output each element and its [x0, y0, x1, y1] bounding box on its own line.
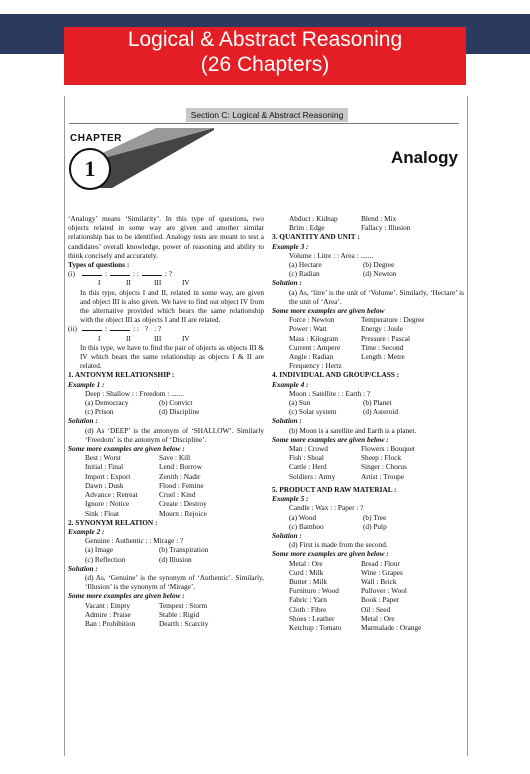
separator: : : — [133, 324, 139, 334]
blank-2 — [110, 324, 130, 331]
numeral: IV — [182, 333, 190, 343]
pair: Butter : Milk — [289, 576, 328, 586]
section-2-heading: 2. SYNONYM RELATION : — [68, 517, 158, 527]
option: (c) Reflection — [85, 554, 126, 564]
option: (a) Sun — [289, 398, 311, 408]
blank-2 — [110, 269, 130, 276]
section-1-heading: 1. ANTONYM RELATIONSHIP : — [68, 370, 175, 380]
pair: Admire : Praise — [85, 609, 131, 619]
option: (c) Prison — [85, 407, 114, 417]
pair: Soldiers : Army — [289, 471, 336, 481]
numeral: III — [154, 278, 162, 288]
pair: Fish : Shoal — [289, 453, 324, 463]
example-1-heading: Example 1 : — [68, 379, 105, 389]
more-examples-3 — [272, 315, 464, 370]
more-examples-1 — [68, 453, 264, 517]
option: (b) Planet — [363, 398, 392, 408]
pair: Sheep : Flock — [361, 453, 402, 463]
pair: Current : Ampere — [289, 342, 341, 352]
option: (a) Democracy — [85, 398, 129, 408]
option: (b) Tree — [363, 512, 387, 522]
pair: Frequency : Hertz — [289, 361, 342, 371]
option: (d) Asteroid — [363, 407, 399, 417]
option: (c) Bamboo — [289, 521, 324, 531]
example-5-heading: Example 5 : — [272, 494, 309, 504]
more-examples-5 — [272, 559, 464, 633]
pair: Cattle : Herd — [289, 462, 327, 472]
pair: Shoes : Leather — [289, 613, 335, 623]
type1-pattern — [68, 269, 264, 278]
blank-1 — [82, 269, 102, 276]
pair: Zenith : Nadir — [159, 471, 201, 481]
chapter-label: CHAPTER — [70, 133, 122, 144]
pair: Mourn : Rejoice — [159, 508, 207, 518]
separator: : — [105, 324, 108, 334]
pair: Save : Kill — [159, 453, 191, 463]
pair: Force : Newton — [289, 315, 335, 325]
numeral: II — [126, 333, 131, 343]
more-examples-2 — [68, 601, 264, 629]
pair: Brim : Edge — [289, 223, 325, 233]
solution-4-heading: Solution : — [272, 416, 302, 426]
pair: Sink : Float — [85, 508, 120, 518]
pair: Flowers : Bouquet — [361, 444, 415, 454]
numeral: III — [154, 333, 162, 343]
pair: Marmalade : Orange — [361, 622, 422, 632]
type1-description: In this type, objects I and II, related in some way, are given and object III is also given. We have to find out object IV from the alternative provided which bears the same relationship with the object III as objects I and II are related. — [80, 287, 264, 325]
pair: Lend : Borrow — [159, 462, 202, 472]
pair: Vacant : Empty — [85, 600, 130, 610]
numeral: II — [126, 278, 131, 288]
section-3-heading: 3. QUANTITY AND UNIT : — [272, 232, 360, 242]
pair: Dawn : Dusk — [85, 480, 124, 490]
option: (a) Image — [85, 545, 114, 555]
pair: Oil : Seed — [361, 604, 391, 614]
pair: Wall : Brick — [361, 576, 397, 586]
top-pairs — [272, 214, 464, 232]
pair: Artist : Troupe — [361, 471, 404, 481]
pair: Cruel : Kind — [159, 490, 196, 500]
more-examples-5-heading: Some more examples are given below : — [272, 549, 389, 559]
example-5-question: Candle : Wax : : Paper : ? — [289, 503, 364, 513]
right-column — [272, 214, 464, 632]
option: (d) Pulp — [363, 521, 387, 531]
separator: ? — [144, 324, 149, 334]
pair: Man : Crowd — [289, 444, 328, 454]
solution-3-text: (a) As, ‘litre’ is the unit of ‘Volume’. Similarly, ‘Hectare’ is the unit of ‘Area’. — [289, 287, 464, 306]
pair: Flood : Femine — [159, 480, 204, 490]
title-banner — [64, 27, 466, 85]
solution-2-text: (d) As, ‘Genuine’ is the synonym of ‘Authentic’. Similarly, ‘Illusion’ is the synonym of ‘Mirage’. — [85, 572, 264, 592]
pair: Stable : Rigid — [159, 609, 200, 619]
pair — [361, 361, 464, 370]
pair: Create : Destroy — [159, 499, 207, 509]
chapter-number: 1 — [69, 148, 111, 190]
option: (d) Discipline — [159, 407, 200, 417]
example-2-options — [68, 545, 264, 563]
pair: Length : Metre — [361, 352, 405, 362]
option: (d) Newton — [363, 269, 397, 279]
pair: Dearth : Scarcity — [159, 618, 209, 628]
solution-1-text: (d) As ‘DEEP’ is the antonym of ‘SHALLOW’. Similarly ‘Freedom’ is the antonym of ‘Discipline’. — [85, 425, 264, 444]
option: (c) Radian — [289, 269, 320, 279]
numeral: IV — [182, 278, 190, 288]
pair: Curd : Milk — [289, 567, 324, 577]
numeral: I — [98, 333, 101, 343]
example-4-heading: Example 4 : — [272, 379, 309, 389]
section-5-heading: 5. PRODUCT AND RAW MATERIAL : — [272, 484, 397, 494]
more-examples-3-heading: Some more examples are given below — [272, 306, 385, 316]
solution-5-heading: Solution : — [272, 530, 302, 540]
solution-1-heading: Solution : — [68, 416, 98, 426]
example-2-question: Genuine : Authentic : : Mirage : ? — [85, 536, 184, 546]
pair: Temperature : Degree — [361, 315, 425, 325]
pair: Pullover : Wool — [361, 586, 407, 596]
solution-5-text: (d) First is made from the second. — [289, 540, 388, 550]
more-examples-1-heading: Some more examples are given below : — [68, 444, 185, 454]
example-3-options — [272, 260, 464, 278]
chapter-title: Analogy — [390, 148, 458, 167]
pair: Ban : Prohibition — [85, 618, 136, 628]
numeral: I — [98, 278, 101, 288]
banner-title-line2: (26 Chapters) — [200, 53, 330, 76]
pair: Cloth : Fibre — [289, 604, 327, 614]
example-1-question: Deep : Shallow : : Freedom : ....... — [85, 388, 184, 398]
solution-3-heading: Solution : — [272, 278, 302, 288]
separator: : ? — [164, 269, 173, 279]
example-5-options — [272, 513, 464, 531]
pair: Tempest : Storm — [159, 600, 208, 610]
pair: Blend : Mix — [361, 214, 397, 223]
pair: Ketchup : Tomato — [289, 622, 342, 632]
option: (c) Solar system — [289, 407, 337, 417]
solution-4-text: (b) Moon is a satellite and Earth is a planet. — [289, 425, 417, 435]
pair: Metal : Ore — [361, 613, 395, 623]
pair: Bread : Flour — [361, 558, 400, 568]
more-examples-4 — [272, 444, 464, 481]
intro-paragraph: ‘Analogy’ means ‘Similarity’. In this type of questions, two objects related in some way are given and another similar relationship has to be identified. Analogy tests are meant to test a candidates’ overall knowledge, power of reasoning and ability to think concisely and accurately. — [68, 214, 264, 260]
pair: Wine : Grapes — [361, 567, 403, 577]
type2-description: In this type, we have to find the pair of objects as objects III & IV which bears the same relationship as objects I & II are related. — [80, 342, 264, 371]
section-4-heading: 4. INDIVIDUAL AND GROUP/CLASS : — [272, 370, 400, 380]
example-1-options — [68, 398, 264, 416]
numeral-row — [68, 334, 264, 343]
pair: Singer : Chorus — [361, 462, 407, 472]
option: (b) Transpiration — [159, 545, 209, 555]
types-heading: Types of questions : — [68, 260, 130, 270]
pair: Power : Watt — [289, 324, 327, 334]
example-4-options — [272, 398, 464, 416]
left-column — [68, 214, 264, 628]
example-3-question: Volume : Litre : : Area : ....... — [289, 250, 374, 260]
solution-2-heading: Solution : — [68, 563, 98, 573]
type2-pattern — [68, 324, 264, 333]
type1-marker: (i) — [68, 269, 75, 279]
more-examples-2-heading: Some more examples are given below : — [68, 591, 185, 601]
pair: Angle : Radian — [289, 352, 334, 362]
pair: Import : Export — [85, 471, 131, 481]
option: (b) Degree — [363, 260, 395, 270]
pair: Pressure : Pascal — [361, 333, 411, 343]
separator: : — [105, 269, 108, 279]
example-3-heading: Example 3 : — [272, 241, 309, 251]
pair: Fallacy : Illusion — [361, 223, 411, 233]
pair: Energy : Joule — [361, 324, 404, 334]
blank-3 — [142, 269, 162, 276]
separator: : ? — [154, 324, 162, 334]
pair: Best : Worst — [85, 453, 121, 463]
pair: Fabric : Yarn — [289, 595, 327, 605]
option: (a) Hectare — [289, 260, 322, 270]
section-header: Section C: Logical & Abstract Reasoning — [186, 108, 348, 122]
example-2-heading: Example 2 : — [68, 526, 105, 536]
blank-1 — [82, 324, 102, 331]
numeral-row — [68, 278, 264, 287]
example-4-question: Moon : Satellite : : Earth : ? — [289, 388, 371, 398]
pair: Furniture : Wood — [289, 586, 339, 596]
option: (a) Wood — [289, 512, 317, 522]
pair: Abduct : Kidnap — [289, 214, 338, 223]
pair: Mass : Kilogram — [289, 333, 339, 343]
banner-title-line1: Logical & Abstract Reasoning — [127, 28, 403, 51]
pair: Metal : Ore — [289, 558, 323, 568]
pair: Initial : Final — [85, 462, 124, 472]
section-rule — [69, 123, 459, 124]
type2-marker: (ii) — [68, 324, 77, 334]
pair: Time : Second — [361, 342, 404, 352]
option: (d) Illusion — [159, 554, 192, 564]
pair: Advance : Retreat — [85, 490, 138, 500]
pair: Book : Paper — [361, 595, 400, 605]
pair: Ignore : Notice — [85, 499, 130, 509]
separator: : : — [133, 269, 139, 279]
more-examples-4-heading: Some more examples are given below : — [272, 434, 389, 444]
option: (b) Convict — [159, 398, 193, 408]
